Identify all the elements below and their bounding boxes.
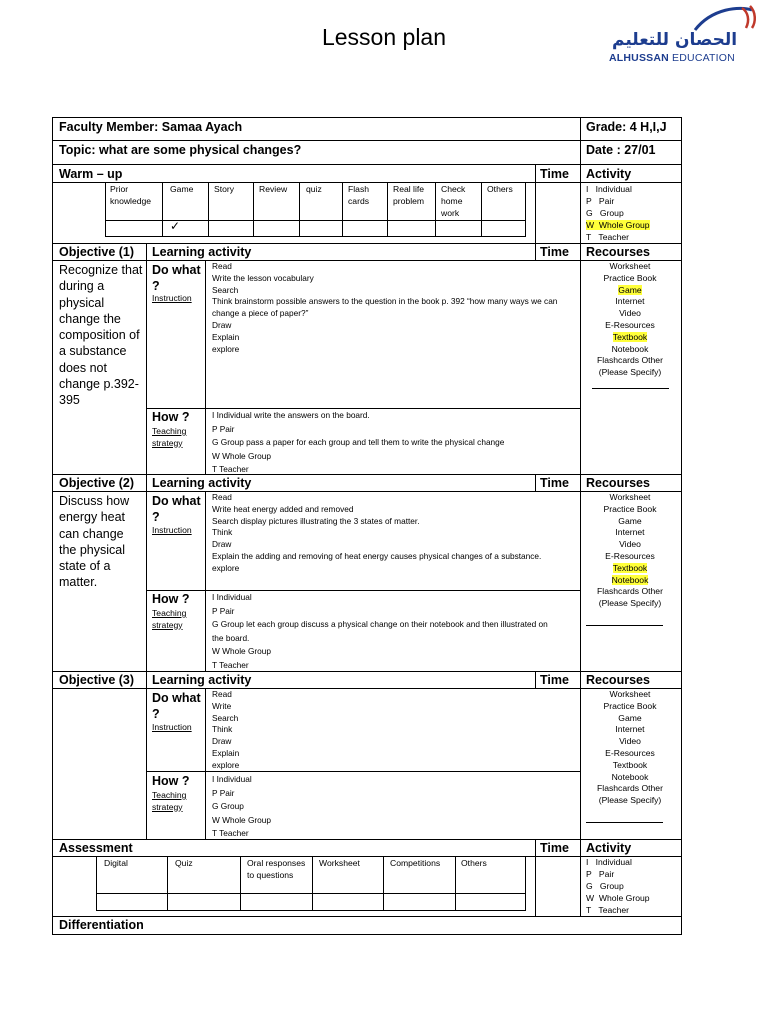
- teaching-strategy-label: Teaching strategy: [152, 790, 187, 812]
- objective-2-resources: Worksheet Practice Book Game Internet Video E-Resources Textbook Notebook Flashcards Other (Please Specify): [597, 492, 663, 609]
- warmup-option: Story: [214, 184, 235, 194]
- time-label: Time: [540, 673, 569, 687]
- objective-3-do-list: Read Write Search Think Draw Explain explore: [212, 689, 240, 770]
- objective-2-text: Discuss how energy heat can change the physical state of a matter.: [59, 494, 130, 590]
- objective-2-how-list: I Individual P Pair G Group let each group discuss a physical change on their notebook and then illustrated on the board. W Whole Group T Teacher: [212, 592, 548, 670]
- assessment-label: Assessment: [59, 841, 133, 855]
- warmup-label: Warm – up: [59, 167, 123, 181]
- how-label: How ?: [152, 410, 190, 424]
- warmup-time-label: Time: [540, 167, 569, 181]
- learning-activity-label: Learning activity: [152, 476, 252, 490]
- how-label: How ?: [152, 592, 190, 606]
- topic: Topic: what are some physical changes?: [59, 143, 302, 157]
- resources-label: Recourses: [586, 673, 650, 687]
- faculty-member: Faculty Member: Samaa Ayach: [59, 120, 243, 134]
- time-label: Time: [540, 841, 569, 855]
- grouping-item: I Individual: [586, 184, 632, 194]
- grouping-item: P Pair: [586, 195, 615, 206]
- grouping-item: P Pair: [586, 868, 615, 879]
- grouping-item-highlighted: W Whole Group: [586, 219, 650, 230]
- time-label: Time: [540, 476, 569, 490]
- objective-3-resources: Worksheet Practice Book Game Internet Video E-Resources Textbook Notebook Flashcards Other (Please Specify): [597, 689, 663, 806]
- grouping-item: W Whole Group: [586, 892, 650, 903]
- assessment-option: Competitions: [390, 858, 441, 868]
- teaching-strategy-label: Teaching strategy: [152, 426, 187, 448]
- objective-1-label: Objective (1): [59, 245, 135, 259]
- objective-3-label: Objective (3): [59, 673, 135, 687]
- grouping-item: I Individual: [586, 857, 632, 867]
- assessment-option: Others: [461, 858, 487, 868]
- assessment-option: Worksheet: [319, 858, 360, 868]
- resources-label: Recourses: [586, 245, 650, 259]
- grouping-item: T Teacher: [586, 904, 629, 915]
- logo-english-text: ALHUSSAN EDUCATION: [609, 52, 735, 64]
- warmup-option: Game: [170, 184, 194, 194]
- page-title: Lesson plan: [321, 24, 447, 50]
- assessment-option: Digital: [104, 858, 128, 868]
- warmup-activity-label: Activity: [586, 167, 632, 181]
- logo-arabic-text: الحصان للتعليم: [612, 30, 738, 50]
- assessment-activity-label: Activity: [586, 841, 632, 855]
- objective-2-label: Objective (2): [59, 476, 135, 490]
- objective-1-how-list: I Individual write the answers on the board. P Pair G Group pass a paper for each group and tell them to write the physical change W Whole Group T Teacher: [212, 410, 505, 474]
- learning-activity-label: Learning activity: [152, 245, 252, 259]
- warmup-option: Check home work: [441, 184, 466, 218]
- instruction-label: Instruction: [152, 293, 192, 303]
- grouping-item: G Group: [586, 207, 624, 218]
- teaching-strategy-label: Teaching strategy: [152, 608, 187, 630]
- instruction-label: Instruction: [152, 722, 192, 732]
- do-what-label: Do what ?: [152, 691, 201, 721]
- do-what-label: Do what ?: [152, 494, 201, 524]
- objective-1-text: Recognize that during a physical change the composition of a substance does not change p.392-395: [59, 263, 143, 408]
- instruction-label: Instruction: [152, 525, 192, 535]
- warmup-option: Review: [259, 184, 288, 194]
- date: Date : 27/01: [586, 143, 656, 157]
- resources-label: Recourses: [586, 476, 650, 490]
- assessment-option: Quiz: [175, 858, 193, 868]
- assessment-option: Oral responses to questions: [247, 858, 306, 880]
- grouping-item: G Group: [586, 880, 624, 891]
- learning-activity-label: Learning activity: [152, 673, 252, 687]
- do-what-label: Do what ?: [152, 263, 201, 293]
- time-label: Time: [540, 245, 569, 259]
- objective-3-how-list: I Individual P Pair G Group W Whole Group T Teacher: [212, 774, 272, 838]
- warmup-option: Flash cards: [348, 184, 370, 206]
- how-label: How ?: [152, 774, 190, 788]
- differentiation-label: Differentiation: [59, 918, 144, 932]
- warmup-option: Real life problem: [393, 184, 425, 206]
- warmup-option: quiz: [306, 184, 322, 194]
- objective-1-resources: Worksheet Practice Book Game Internet Video E-Resources Textbook Notebook Flashcards Other (Please Specify): [597, 261, 663, 378]
- warmup-grouping-list: [586, 184, 650, 244]
- assessment-grouping-list: [586, 857, 650, 917]
- warmup-option: Prior knowledge: [110, 184, 152, 206]
- game-checkmark: ✓: [170, 219, 181, 233]
- objective-2-do-list: Read Write heat energy added and removed Search display pictures illustrating the 3 states of matter. Think Draw Explain the adding and removing of heat energy causes physical changes of a substance. explore: [212, 492, 542, 573]
- objective-1-do-list: Read Write the lesson vocabulary Search Think brainstorm possible answers to the question in the book p. 392 “how many ways we can change a piece of paper?” Draw Explain explore: [212, 261, 558, 354]
- grade: Grade: 4 H,I,J: [586, 120, 667, 134]
- warmup-option: Others: [487, 184, 513, 194]
- grouping-item: T Teacher: [586, 231, 629, 242]
